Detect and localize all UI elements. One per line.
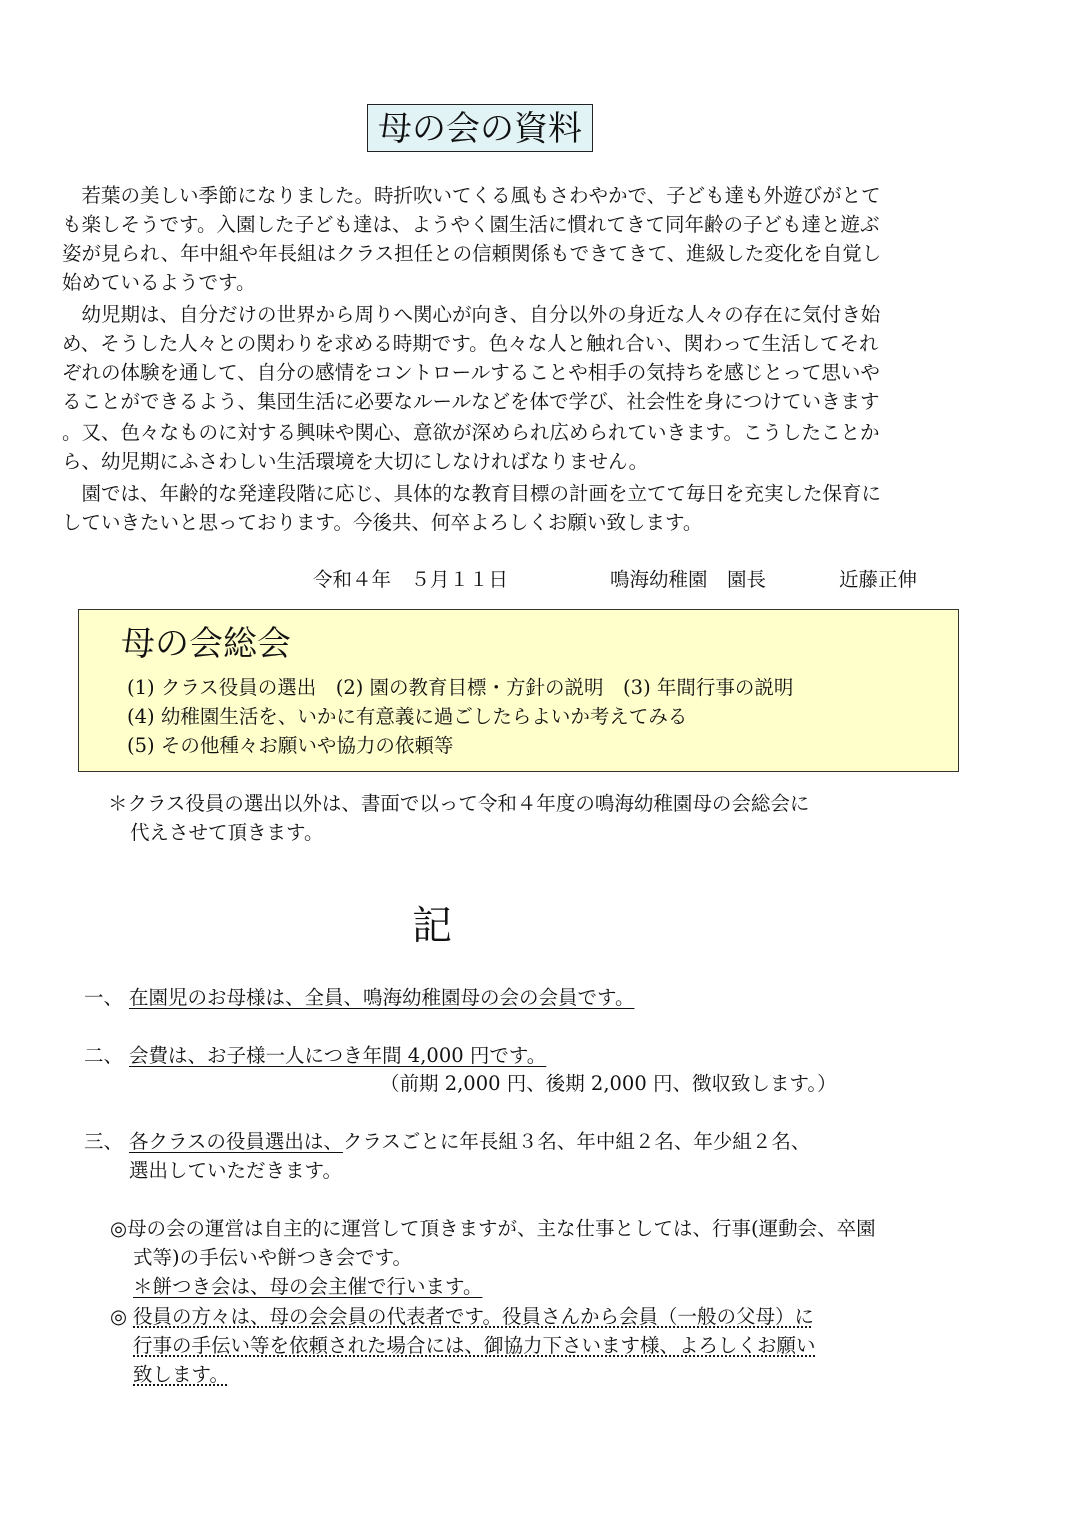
document-title: 母の会の資料 [367,104,593,152]
intro-line: 園では、年齢的な発達段階に応じ、具体的な教育目標の計画を立てて毎日を充実した保育に [62,482,882,505]
remark-line: 式等)の手伝いや餅つき会です。 [133,1246,413,1269]
remark-line: ＊餅つき会は、母の会主催で行います。 [133,1275,483,1298]
remark-line: 致します。 [133,1363,229,1386]
article-text [129,1127,810,1156]
intro-line: め、そうした人々との関わりを求める時期です。色々な人と触れ合い、関わって生活してそれ [62,332,879,355]
article-text-line2: 選出していただきます。 [129,1159,342,1182]
signature-name: 近藤正伸 [839,568,918,591]
remark-line: ◎母の会の運営は自主的に運営して頂きますが、主な仕事としては、行事(運動会、卒園 [110,1217,876,1240]
article-text-rest: クラスごとに年長組３名、年中組２名、年少組２名、 [342,1130,811,1153]
note-line: ＊クラス役員の選出以外は、書面で以って令和４年度の鳴海幼稚園母の会総会に [108,792,810,815]
intro-line: ら、幼児期にふさわしい生活環境を大切にしなければなりません。 [62,450,649,473]
note-line: 代えさせて頂きます。 [130,821,324,844]
signature-school: 鳴海幼稚園 園長 [610,568,767,591]
agenda-item: (1) クラス役員の選出 (2) 園の教育目標・方針の説明 (3) 年間行事の説明 [127,676,794,699]
intro-line: 若葉の美しい季節になりました。時折吹いてくる風もさわやかで、子ども達も外遊びがとて [62,184,881,207]
intro-line: ることができるよう、集団生活に必要なルールなどを体で学び、社会性を身につけていきます [62,390,880,413]
remark-mark: ◎ [110,1305,128,1328]
article-text-underlined: 各クラスの役員選出は、 [129,1130,343,1153]
intro-line: 幼児期は、自分だけの世界から周りへ関心が向き、自分以外の身近な人々の存在に気付き始 [62,303,881,326]
intro-line: ぞれの体験を通して、自分の感情をコントロールすることや相手の気持ちを感じとって思いや [62,361,880,384]
general-meeting-title: 母の会総会 [121,624,291,664]
remark-line: 行事の手伝い等を依頼された場合には、御協力下さいます様、よろしくお願い [133,1334,816,1357]
intro-line: も楽しそうです。入園した子ども達は、ようやく園生活に慣れてきて同年齢の子ども達と遊ぶ [62,213,880,236]
article-number: 二、 [84,1044,124,1067]
intro-line: していきたいと思っております。今後共、何卒よろしくお願い致します。 [62,511,703,534]
remark-line: 役員の方々は、母の会会員の代表者です。役員さんから会員（一般の父母）に [133,1305,814,1328]
signature-date: 令和４年 ５月１１日 [313,568,509,591]
article-number: 三、 [84,1130,124,1153]
article-number: 一、 [84,986,124,1009]
article-text: 会費は、お子様一人につき年間 4,000 円です。 [129,1044,547,1067]
article-text: 在園児のお母様は、全員、鳴海幼稚園母の会の会員です。 [129,986,635,1009]
intro-line: 。又、色々なものに対する興味や関心、意欲が深められ広められていきます。こうしたことか [62,421,880,444]
article-subtext: （前期 2,000 円、後期 2,000 円、徴収致します。） [380,1072,837,1095]
ki-heading: 記 [412,903,452,949]
general-meeting-box [78,609,959,772]
agenda-item: (4) 幼稚園生活を、いかに有意義に過ごしたらよいか考えてみる [127,705,688,728]
agenda-item: (5) その他種々お願いや協力の依頼等 [127,734,454,757]
intro-line: 始めているようです。 [62,271,256,294]
intro-line: 姿が見られ、年中組や年長組はクラス担任との信頼関係もできてきて、進級した変化を自覚し [62,242,882,265]
